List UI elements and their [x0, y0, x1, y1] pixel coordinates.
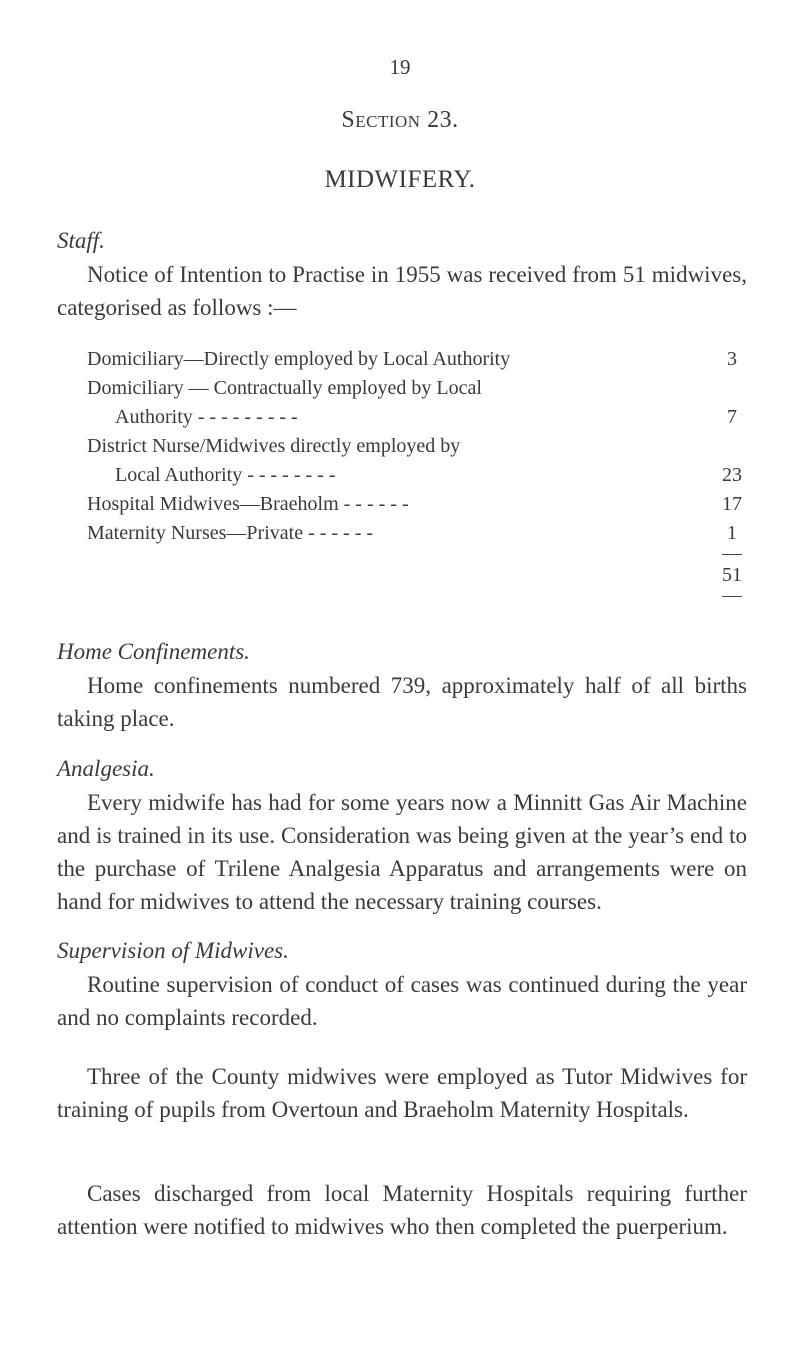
list-item	[87, 374, 752, 403]
category-count: 3	[727, 348, 737, 370]
category-label-continued: Authority - - - - - - - - -	[115, 406, 298, 428]
category-count: 7	[727, 406, 737, 428]
category-count: 23	[722, 464, 742, 486]
home-confinements-text: Home confinements numbered 739, approximately half of all births taking place.	[57, 673, 747, 731]
list-item	[87, 490, 752, 519]
list-item-continued	[87, 461, 752, 490]
supervision-paragraph-1: Routine supervision of conduct of cases was continued during the year and no complaints recorded.	[57, 972, 747, 1030]
category-label: Maternity Nurses—Private - - - - - -	[87, 522, 374, 544]
analgesia-text: Every midwife has had for some years now a Minnitt Gas Air Machine and is trained in its use. Consideration was being given at the year’s end to the purchase of Trilene Analgesia Apparatus and arrangements were on hand for midwives to attend the necessary training courses.	[57, 790, 747, 914]
staff-heading: Staff.	[57, 228, 105, 253]
list-item	[87, 519, 752, 548]
category-count: 1	[727, 522, 737, 544]
staff-intro: Notice of Intention to Practise in 1955 was received from 51 midwives, categorised as follows :—	[57, 262, 747, 320]
category-count: 17	[722, 493, 742, 515]
home-confinements-heading: Home Confinements.	[57, 639, 250, 664]
total-count: 51	[722, 564, 742, 586]
total-rule-bottom	[722, 596, 742, 597]
page-title: MIDWIFERY.	[324, 166, 476, 193]
staff-category-list	[87, 345, 752, 603]
category-label: District Nurse/Midwives directly employed by	[87, 435, 461, 457]
list-item	[87, 432, 752, 461]
total-rule-top	[722, 554, 742, 555]
analgesia-heading: Analgesia.	[57, 756, 155, 781]
page-number: 19	[389, 55, 411, 79]
list-item-continued	[87, 403, 752, 432]
section-heading: Section 23.	[341, 107, 459, 133]
total-row	[87, 561, 752, 590]
category-label: Domiciliary — Contractually employed by Local	[87, 377, 482, 399]
category-label: Domiciliary—Directly employed by Local Authority	[87, 348, 511, 370]
category-label-continued: Local Authority - - - - - - - -	[115, 464, 336, 486]
supervision-paragraph-2: Three of the County midwives were employed as Tutor Midwives for training of pupils from Overtoun and Braeholm Maternity Hospitals.	[57, 1064, 747, 1122]
supervision-paragraph-3: Cases discharged from local Maternity Hospitals requiring further attention were notified to midwives who then completed the puerperium.	[57, 1181, 747, 1239]
category-label: Hospital Midwives—Braeholm - - - - - -	[87, 493, 409, 515]
supervision-heading: Supervision of Midwives.	[57, 938, 289, 963]
list-item	[87, 345, 752, 374]
